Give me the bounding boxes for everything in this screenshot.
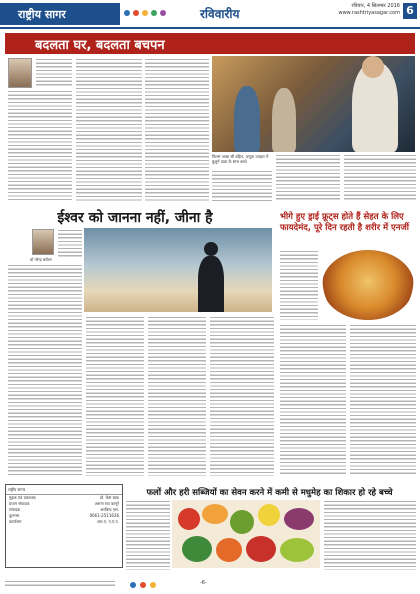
color-dot [160, 10, 166, 16]
color-dot [124, 10, 130, 16]
lead-column-4 [212, 170, 272, 202]
fruit-shape [246, 536, 276, 562]
sidebar-column-2 [350, 324, 416, 476]
person-silhouette-head [204, 242, 218, 256]
footer-note [5, 580, 115, 588]
person-silhouette [198, 256, 224, 312]
dry-fruits-photo [322, 250, 414, 320]
feature-column-2 [86, 316, 144, 476]
child-figure [234, 86, 260, 152]
lead-column-2 [76, 58, 142, 202]
website-link[interactable]: www.rashtriyasagar.com [338, 10, 400, 16]
imprint-label: मुद्रक एवं प्रकाशक [9, 495, 36, 500]
lead-column-5 [276, 154, 340, 202]
page-number: 6 [403, 3, 417, 19]
author-photo [8, 58, 32, 88]
imprint-value: डॉ. केस बाक [99, 495, 119, 500]
fruit-shape [178, 508, 200, 530]
feature-column-4 [210, 316, 274, 476]
bottom-column-2 [324, 500, 416, 570]
lead-photo [212, 56, 415, 152]
feature-column-1 [8, 264, 82, 476]
feature-author-label: डॉ नरेन्द्र बरोला [30, 257, 52, 262]
imprint-value: अरूण राव कानूरे [94, 501, 119, 506]
color-dot [133, 10, 139, 16]
imprint-label: कार्यालय [9, 519, 22, 524]
imprint-row [6, 519, 122, 525]
imprint-box [5, 484, 123, 568]
fruit-shape [216, 538, 242, 562]
feature-photo [84, 228, 272, 312]
section-title: रविवारीय [200, 7, 240, 21]
lead-column-1 [36, 58, 72, 86]
sidebar-column-1 [280, 324, 346, 476]
imprint-value: आर.ए. ए.ए.ए. [96, 519, 119, 524]
date-line: रविवार, 4 सितम्बर 2016 [351, 3, 400, 9]
elder-head [362, 56, 384, 78]
lead-headline: बदलता घर, बदलता बचपन [5, 33, 415, 54]
fruit-shape [258, 504, 280, 526]
lead-column-6 [344, 154, 416, 202]
fruit-shape [284, 508, 314, 530]
fruit-shape [182, 536, 212, 562]
sidebar-headline: भीगे हुए ड्राई फ्रूट्स होते हैं सेहत के लिए फायदेमंद, पूरे दिन रहती है शरीर में एनर्जी [280, 212, 409, 233]
imprint-value: अरविन्द एस. [100, 507, 119, 512]
fruit-shape [230, 510, 254, 534]
masthead-info [300, 3, 400, 17]
bottom-column-1 [126, 500, 170, 570]
color-dot [130, 582, 136, 588]
lead-photo-caption: फिल्म आबा सी बहिन, अनूठा उपहार में बुजुर्ग दादा के साथ बच्चे [212, 154, 269, 164]
fruit-shape [202, 504, 228, 524]
color-dot [142, 10, 148, 16]
bottom-headline: फलों और हरी सब्जियों का सेवन करने में कमी से मधुमेह का शिकार हो रहे बच्चे [146, 488, 393, 498]
imprint-label: संपादक [9, 507, 21, 512]
feature-intro-column [58, 229, 82, 259]
lead-column-1b [8, 90, 72, 202]
imprint-label: दूरभाष [9, 513, 19, 518]
fruits-vegetables-photo [172, 500, 320, 568]
footer-dots [130, 582, 156, 588]
sidebar-intro-column [280, 250, 318, 320]
feature-headline: ईश्वर को जानना नहीं, जीना है [57, 210, 213, 226]
imprint-value: 0661-2511636 [89, 513, 119, 518]
color-dot [140, 582, 146, 588]
color-dot [150, 582, 156, 588]
imprint-label: प्रधान संपादक [9, 501, 30, 506]
fruit-shape [280, 538, 314, 562]
feature-author-photo [32, 229, 54, 255]
masthead [0, 0, 420, 30]
color-dot [151, 10, 157, 16]
footer-page-label: -6- [200, 580, 207, 586]
child-figure [272, 88, 296, 152]
publication-name: राष्ट्रीय सागर [0, 3, 120, 25]
lead-column-3 [145, 58, 209, 202]
page-footer [0, 578, 420, 594]
masthead-rule [0, 27, 420, 29]
imprint-title: राष्ट्रीय सागर [6, 485, 122, 495]
masthead-dots [124, 10, 166, 16]
feature-column-3 [148, 316, 206, 476]
